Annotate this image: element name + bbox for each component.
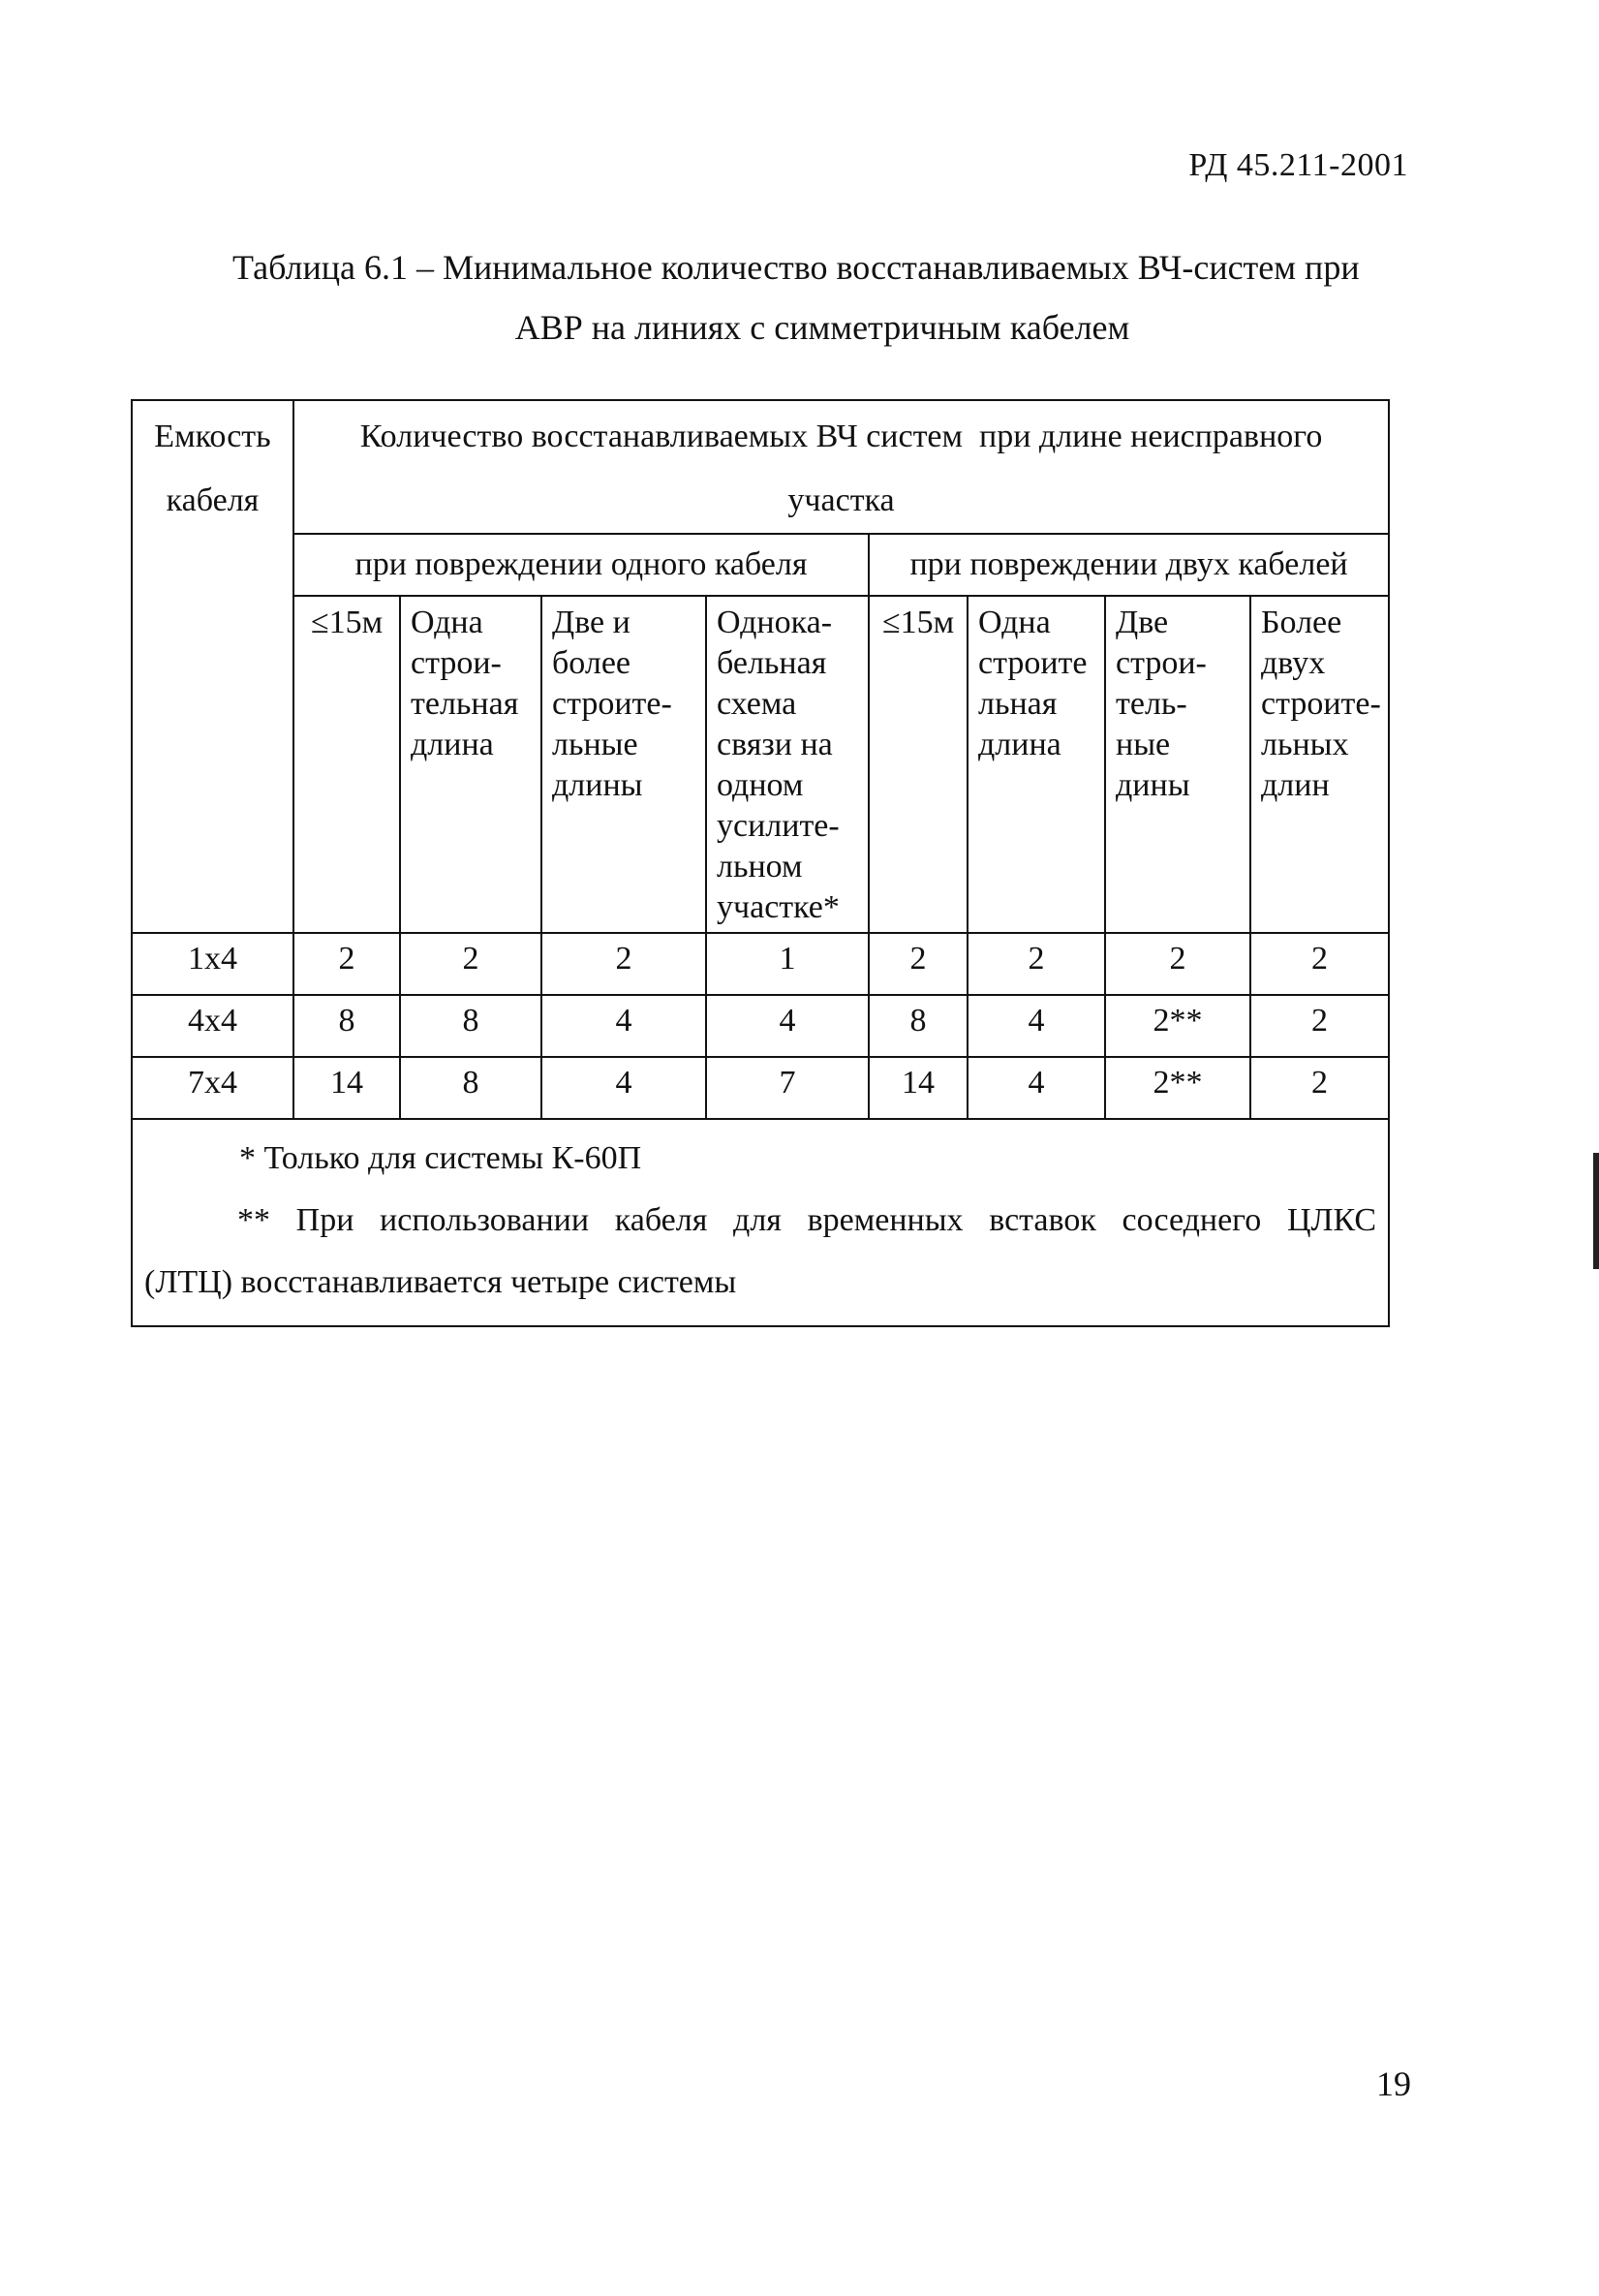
- main-header-line-2: участка: [787, 482, 895, 518]
- subheader-line: льные: [552, 727, 638, 762]
- table-cell: 4: [541, 995, 706, 1057]
- table-cell: 4: [968, 1057, 1105, 1119]
- subheader-line: тель-: [1116, 686, 1187, 722]
- row-capacity: 4х4: [132, 995, 293, 1057]
- table-cell: 14: [293, 1057, 400, 1119]
- subheader-line: Одна: [978, 605, 1051, 640]
- subheader-line: длин: [1261, 767, 1330, 803]
- group-header-two-cables: при повреждении двух кабелей: [869, 534, 1389, 596]
- main-header: [293, 400, 1389, 534]
- subheader-line: Одна: [411, 605, 483, 640]
- recovery-systems-table: [131, 399, 1390, 1327]
- subheader-line: ные: [1116, 727, 1171, 762]
- subheader-line: дины: [1116, 767, 1190, 803]
- table-cell: 4: [968, 995, 1105, 1057]
- table-cell: 2: [869, 933, 968, 995]
- row-capacity: 7х4: [132, 1057, 293, 1119]
- notes-row: [132, 1119, 1389, 1326]
- data-table-container: [131, 399, 1388, 1327]
- footnote-1: * Только для системы К-60П: [239, 1140, 642, 1176]
- subheader-line: строи-: [411, 645, 502, 681]
- table-cell: 8: [400, 1057, 541, 1119]
- subheader-line: льном: [717, 849, 803, 884]
- table-cell: 2: [968, 933, 1105, 995]
- table-cell: 8: [400, 995, 541, 1057]
- scan-edge-mark: [1593, 1153, 1599, 1269]
- subheader-line: строите: [978, 645, 1088, 681]
- table-cell: 14: [869, 1057, 968, 1119]
- table-row: [132, 933, 1389, 995]
- main-header-line-1: Количество восстанавливаемых ВЧ систем при длине неисправного: [359, 419, 1323, 454]
- header-row-2: [132, 534, 1389, 596]
- subheader-le15m-two: [869, 596, 968, 933]
- subheader-le15m-one: [293, 596, 400, 933]
- footnote-2-continuation: (ЛТЦ) восстанавливается четыре системы: [144, 1264, 737, 1300]
- subheader-line: строите-: [552, 686, 672, 722]
- subheader-line: длина: [411, 727, 494, 762]
- table-cell: 2: [1250, 933, 1389, 995]
- table-cell: 2**: [1105, 1057, 1250, 1119]
- subheader-line: Более: [1261, 605, 1342, 640]
- subheader-line: строи-: [1116, 645, 1207, 681]
- subheader-one-length-two: [968, 596, 1105, 933]
- subheader-line: длины: [552, 767, 643, 803]
- table-cell: 4: [541, 1057, 706, 1119]
- capacity-header-line-1: Емкость: [154, 419, 271, 454]
- table-caption-line-2: АВР на линиях с симметричным кабелем: [514, 308, 1130, 347]
- table-row: [132, 1057, 1389, 1119]
- subheader-line: двух: [1261, 645, 1326, 681]
- subheader-line: Две: [1116, 605, 1169, 640]
- table-caption: [232, 237, 1412, 357]
- subheader-line: более: [552, 645, 630, 681]
- subheader-one-length: [400, 596, 541, 933]
- subheader-line: льных: [1261, 727, 1349, 762]
- document-code: РД 45.211-2001: [1188, 147, 1408, 183]
- subheader-line: строите-: [1261, 686, 1381, 722]
- subheader-more-than-two-lengths: [1250, 596, 1389, 933]
- table-cell: 4: [706, 995, 869, 1057]
- table-cell: 1: [706, 933, 869, 995]
- subheader-line: ≤15м: [310, 605, 384, 640]
- subheader-line: длина: [978, 727, 1061, 762]
- table-cell: 8: [869, 995, 968, 1057]
- table-cell: 2: [400, 933, 541, 995]
- capacity-header: [132, 400, 293, 933]
- table-cell: 2: [293, 933, 400, 995]
- table-cell: 2: [1250, 1057, 1389, 1119]
- subheader-line: связи на: [717, 727, 833, 762]
- subheader-line: тельная: [411, 686, 519, 722]
- table-notes: [132, 1119, 1389, 1326]
- group-header-one-cable: при повреждении одного кабеля: [293, 534, 869, 596]
- capacity-header-line-2: кабеля: [166, 482, 260, 518]
- subheader-line: Две и: [552, 605, 630, 640]
- header-row-3: [132, 596, 1389, 933]
- table-cell: 2: [1105, 933, 1250, 995]
- table-cell: 7: [706, 1057, 869, 1119]
- subheader-line: схема: [717, 686, 797, 722]
- table-cell: 2**: [1105, 995, 1250, 1057]
- table-row: [132, 995, 1389, 1057]
- table-caption-line-1: Таблица 6.1 – Минимальное количество восстанавливаемых ВЧ-систем при: [232, 248, 1360, 287]
- footnote-2: ** При использовании кабеля для временных вставок соседнего ЦЛКС: [237, 1202, 1377, 1238]
- table-cell: 2: [1250, 995, 1389, 1057]
- subheader-line: усилите-: [717, 808, 840, 844]
- subheader-line: Однока-: [717, 605, 833, 640]
- subheader-two-lengths: [1105, 596, 1250, 933]
- subheader-single-cable-scheme: [706, 596, 869, 933]
- table-cell: 2: [541, 933, 706, 995]
- table-cell: 8: [293, 995, 400, 1057]
- subheader-line: одном: [717, 767, 804, 803]
- page-number: 19: [1376, 2064, 1411, 2103]
- subheader-line: участке*: [717, 889, 840, 925]
- subheader-two-plus-lengths: [541, 596, 706, 933]
- subheader-line: ≤15м: [881, 605, 955, 640]
- subheader-line: льная: [978, 686, 1058, 722]
- header-row-1: [132, 400, 1389, 534]
- row-capacity: 1х4: [132, 933, 293, 995]
- subheader-line: бельная: [717, 645, 827, 681]
